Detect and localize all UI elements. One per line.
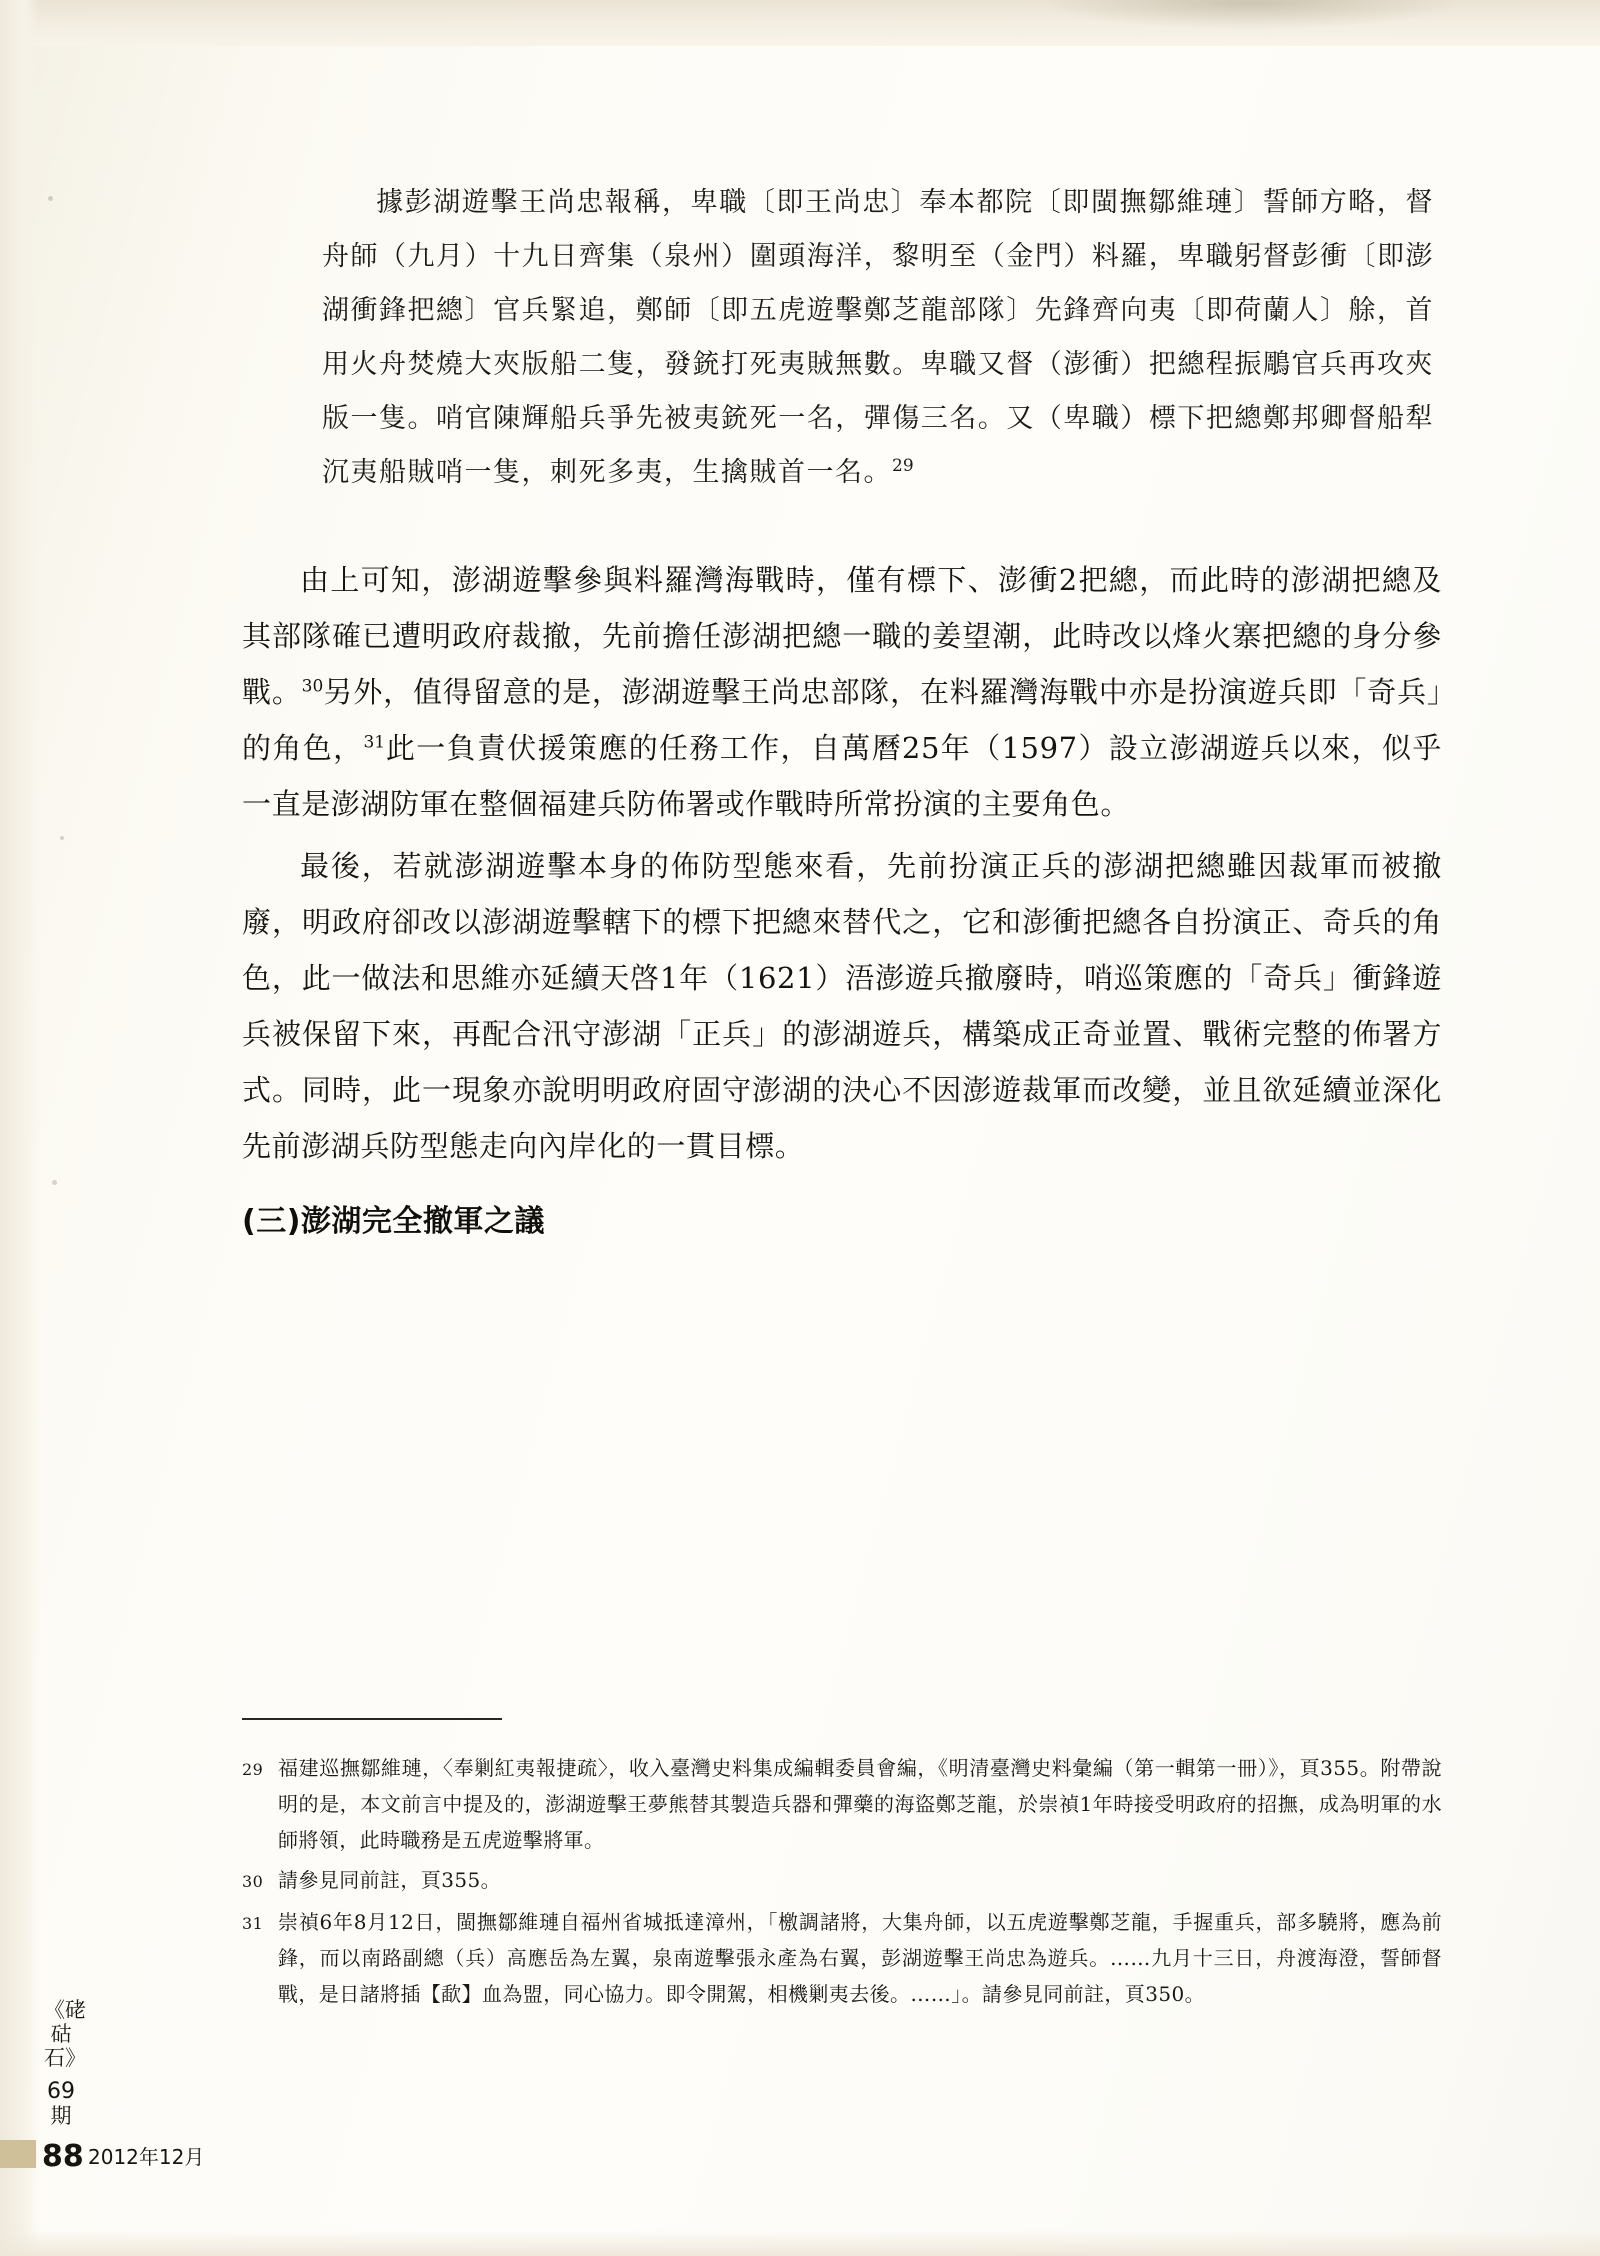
scan-bottom-band: [0, 2230, 1600, 2256]
paragraph-1: [242, 552, 1442, 832]
issue-date: 2012年12月: [88, 2145, 205, 2169]
journal-issue-unit: 期: [50, 2104, 72, 2128]
footnote-marker-29: 29: [892, 456, 914, 476]
paper-speck: [60, 836, 64, 840]
footnote-number: 31: [242, 1914, 264, 1933]
block-quotation-text: 據彭湖遊擊王尚忠報稱，卑職〔即王尚忠〕奉本都院〔即閩撫鄒維璉〕誓師方略，督舟師（九月）十九日齊集（泉州）圍頭海洋，黎明至（金門）料羅，卑職躬督彭衝〔即澎湖衝鋒把總〕官兵緊追，鄭師〔即五虎遊擊鄭芝龍部隊〕先鋒齊向夷〔即荷蘭人〕艅，首用火舟焚燒大夾版船二隻，發銃打死夷賊無數。卑職又督（澎衝）把總程振鵰官兵再攻夾版一隻。哨官陳輝船兵爭先被夷銃死一名，彈傷三名。又（卑職）標下把總鄭邦卿督船犁沉夷船賊哨一隻，刺死多夷，生擒賊首一名。: [322, 187, 1434, 488]
paragraph-2-text: 最後，若就澎湖遊擊本身的佈防型態來看，先前扮演正兵的澎湖把總雖因裁軍而被撤廢，明政府卻改以澎湖遊擊轄下的標下把總來替代之，它和澎衝把總各自扮演正、奇兵的角色，此一做法和思維亦延續天啓1年（1621）浯澎遊兵撤廢時，哨巡策應的「奇兵」衝鋒遊兵被保留下來，再配合汛守澎湖「正兵」的澎湖遊兵，構築成正奇並置、戰術完整的佈署方式。同時，此一現象亦說明明政府固守澎湖的決心不因澎遊裁軍而改變，並且欲延續並深化先前澎湖兵防型態走向內岸化的一貫目標。: [242, 849, 1442, 1163]
footnote-text: 請參見同前註，頁355。: [278, 1868, 501, 1892]
page-number: 88: [42, 2139, 84, 2174]
paragraph-1-segment-b: 另外，值得留意的是，澎湖遊擊王尚忠部隊，在料羅灣海戰中亦是扮演遊兵即「奇兵」的角色，: [242, 675, 1442, 765]
footnote-marker-30: 30: [301, 676, 324, 697]
footnote-item: [242, 1862, 1442, 1900]
paper-speck: [52, 1180, 57, 1185]
footnote-text: 崇禎6年8月12日，閩撫鄒維璉自福州省城抵達漳州，「檄調諸將，大集舟師，以五虎遊擊鄭芝龍，手握重兵，部多驍將，應為前鋒，而以南路副總（兵）高應岳為左翼，泉南遊擊張永產為右翼，彭湖遊擊王尚忠為遊兵。……九月十三日，舟渡海澄，誓師督戰，是日諸將插【歃】血為盟，同心協力。即令開駕，相機剿夷去後。……」。請參見同前註，頁350。: [278, 1910, 1442, 2006]
footnote-separator-rule: [242, 1718, 502, 1720]
scan-left-band: [0, 0, 40, 2256]
journal-title: 《硓𥑮石》: [44, 1998, 86, 2070]
footnote-list: [242, 1750, 1442, 2016]
footnote-text: 福建巡撫鄒維璉，〈奉剿紅夷報捷疏〉，收入臺灣史料集成編輯委員會編，《明清臺灣史料彙編（第一輯第一冊）》，頁355。附帶說明的是，本文前言中提及的，澎湖遊擊王夢熊替其製造兵器和彈藥的海盜鄭芝龍，於崇禎1年時接受明政府的招撫，成為明軍的水師將領，此時職務是五虎遊擊將軍。: [278, 1756, 1442, 1852]
section-subheading: (三)澎湖完全撤軍之議: [242, 1204, 545, 1239]
footnote-item: [242, 1750, 1442, 1858]
footnote-item: [242, 1904, 1442, 2012]
block-quotation: [242, 176, 1442, 500]
journal-issue-number: 69: [47, 2079, 75, 2104]
paragraph-1-segment-c: 此一負責伏援策應的任務工作，自萬曆25年（1597）設立澎湖遊兵以來，似乎一直是澎湖防軍在整個福建兵防佈署或作戰時所常扮演的主要角色。: [242, 731, 1442, 821]
scan-stain: [1040, 0, 1460, 30]
footnote-number: 30: [242, 1872, 264, 1891]
paragraph-2: [242, 838, 1442, 1174]
journal-spine-label: [44, 1998, 86, 2128]
article-body: [242, 176, 1442, 1240]
footnote-number: 29: [242, 1760, 264, 1779]
paragraph-1-segment-a: 由上可知，澎湖遊擊參與料羅灣海戰時，僅有標下、澎衝2把總，而此時的澎湖把總及其部隊確已遭明政府裁撤，先前擔任澎湖把總一職的姜望潮，此時改以烽火寨把總的身分參戰。: [242, 563, 1442, 709]
paper-speck: [48, 196, 53, 201]
footnote-marker-31: 31: [363, 732, 386, 753]
footer-color-bar: [0, 2140, 36, 2168]
